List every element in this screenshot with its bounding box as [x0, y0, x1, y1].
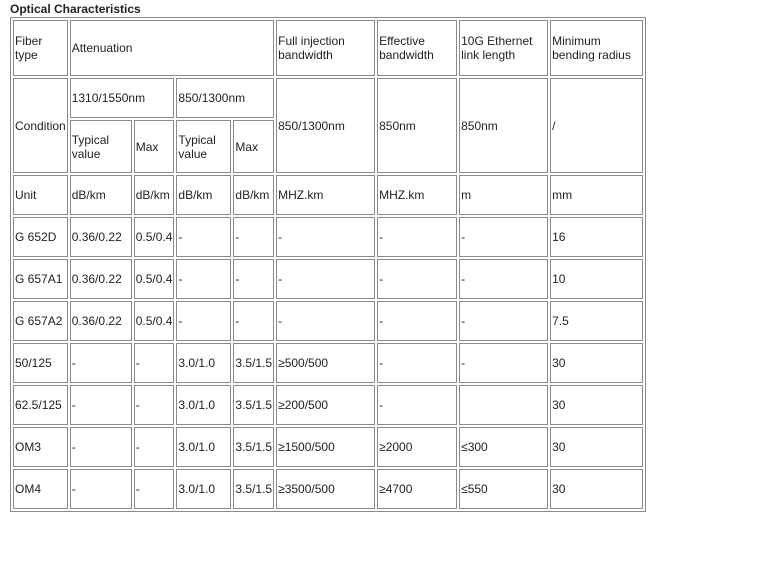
table-cell: - [134, 385, 175, 425]
table-cell: - [70, 385, 132, 425]
table-cell: G 657A1 [13, 259, 68, 299]
table-cell: 3.5/1.5 [233, 343, 274, 383]
table-cell: 0.36/0.22 [70, 301, 132, 341]
table-row [13, 385, 643, 425]
table-cell: - [377, 343, 457, 383]
unit-cell: dB/km [176, 175, 231, 215]
table-cell: 30 [550, 343, 643, 383]
unit-cell: dB/km [134, 175, 175, 215]
table-cell: - [276, 259, 375, 299]
table-cell: - [176, 259, 231, 299]
table-cell: ≥3500/500 [276, 469, 375, 509]
table-cell: 0.36/0.22 [70, 217, 132, 257]
header-min-bending-radius: Minimum bending radius [550, 20, 643, 76]
table-cell: 3.5/1.5 [233, 427, 274, 467]
condition-typical-value-1: Typical value [70, 120, 132, 173]
table-cell: 62.5/125 [13, 385, 68, 425]
optical-characteristics-table [10, 17, 646, 512]
condition-full-injection: 850/1300nm [276, 78, 375, 173]
table-cell: 3.0/1.0 [176, 469, 231, 509]
table-row [13, 469, 643, 509]
table-cell: 3.5/1.5 [233, 469, 274, 509]
table-cell: - [176, 217, 231, 257]
table-cell: - [459, 217, 548, 257]
table-cell: ≥2000 [377, 427, 457, 467]
unit-label: Unit [13, 175, 68, 215]
table-row [13, 301, 643, 341]
table-row [13, 427, 643, 467]
table-row [13, 259, 643, 299]
table-cell: - [459, 343, 548, 383]
unit-row [13, 175, 643, 215]
table-cell: 0.5/0.4 [134, 259, 175, 299]
unit-cell: dB/km [233, 175, 274, 215]
condition-row-1 [13, 78, 643, 118]
table-cell: G 652D [13, 217, 68, 257]
table-cell: - [377, 301, 457, 341]
table-cell: - [377, 217, 457, 257]
condition-ethernet: 850nm [459, 78, 548, 173]
condition-bending: / [550, 78, 643, 173]
header-full-injection-bandwidth: Full injection bandwidth [276, 20, 375, 76]
table-cell: 3.0/1.0 [176, 343, 231, 383]
table-cell: - [176, 301, 231, 341]
table-cell: 30 [550, 385, 643, 425]
table-cell: - [233, 301, 274, 341]
table-cell: 30 [550, 469, 643, 509]
table-cell: 0.36/0.22 [70, 259, 132, 299]
table-cell: - [134, 343, 175, 383]
table-cell: ≤300 [459, 427, 548, 467]
table-cell: - [70, 427, 132, 467]
table-cell: - [377, 385, 457, 425]
table-cell: ≥4700 [377, 469, 457, 509]
table-cell: 50/125 [13, 343, 68, 383]
table-row [13, 217, 643, 257]
condition-wavelength-1310-1550: 1310/1550nm [70, 78, 175, 118]
table-cell: - [459, 301, 548, 341]
table-cell: - [70, 469, 132, 509]
unit-cell: dB/km [70, 175, 132, 215]
condition-label: Condition [13, 78, 68, 173]
table-cell: - [134, 427, 175, 467]
table-cell: OM4 [13, 469, 68, 509]
table-cell: 30 [550, 427, 643, 467]
table-cell: G 657A2 [13, 301, 68, 341]
condition-max-2: Max [233, 120, 274, 173]
table-cell: ≥1500/500 [276, 427, 375, 467]
condition-wavelength-850-1300: 850/1300nm [176, 78, 274, 118]
table-cell: 16 [550, 217, 643, 257]
table-row [13, 343, 643, 383]
table-cell: 3.0/1.0 [176, 427, 231, 467]
table-cell: - [134, 469, 175, 509]
header-row [13, 20, 643, 76]
header-attenuation: Attenuation [70, 20, 274, 76]
condition-max-1: Max [134, 120, 175, 173]
table-cell: 3.0/1.0 [176, 385, 231, 425]
table-cell: 0.5/0.4 [134, 217, 175, 257]
table-cell: - [70, 343, 132, 383]
unit-cell: MHZ.km [377, 175, 457, 215]
unit-cell: MHZ.km [276, 175, 375, 215]
table-cell: - [377, 259, 457, 299]
table-cell: - [276, 217, 375, 257]
page-title: Optical Characteristics [10, 2, 141, 16]
condition-effective: 850nm [377, 78, 457, 173]
unit-cell: mm [550, 175, 643, 215]
header-ethernet-link-length: 10G Ethernet link length [459, 20, 548, 76]
header-effective-bandwidth: Effective bandwidth [377, 20, 457, 76]
condition-typical-value-2: Typical value [176, 120, 231, 173]
table-cell: ≥500/500 [276, 343, 375, 383]
table-cell: ≥200/500 [276, 385, 375, 425]
table-cell [459, 385, 548, 425]
table-cell: 7.5 [550, 301, 643, 341]
table-cell: - [233, 217, 274, 257]
table-cell: OM3 [13, 427, 68, 467]
table-cell: 0.5/0.4 [134, 301, 175, 341]
table-cell: 3.5/1.5 [233, 385, 274, 425]
table-cell: - [276, 301, 375, 341]
header-fiber-type: Fiber type [13, 20, 68, 76]
table-cell: - [459, 259, 548, 299]
unit-cell: m [459, 175, 548, 215]
table-cell: - [233, 259, 274, 299]
table-cell: 10 [550, 259, 643, 299]
table-cell: ≤550 [459, 469, 548, 509]
